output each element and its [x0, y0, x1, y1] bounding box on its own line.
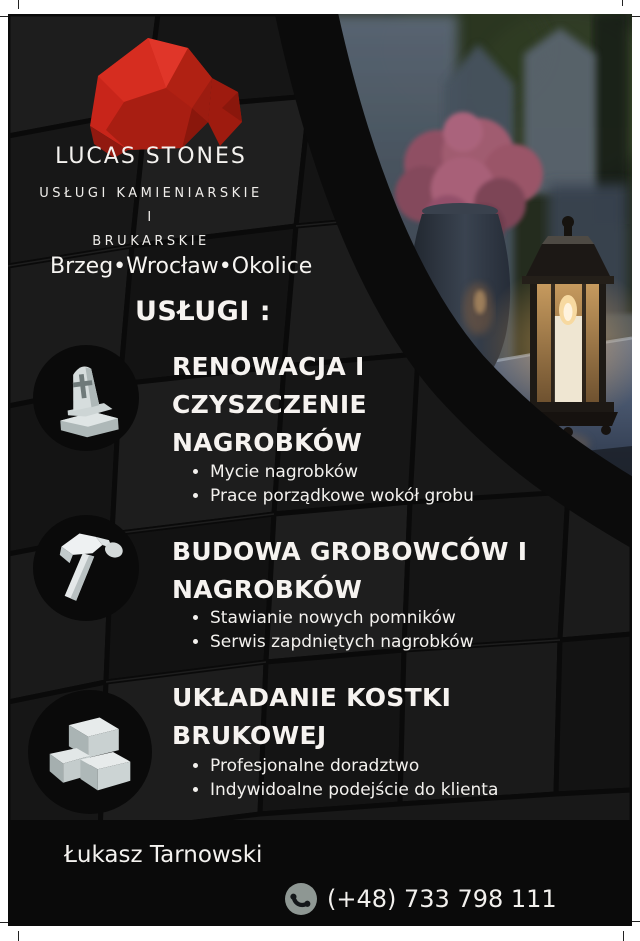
crop-mark	[623, 931, 624, 941]
service-title: RENOWACJA I CZYSZCZENIE NAGROBKÓW	[172, 352, 367, 457]
bullet-item: • Mycie nagrobków	[210, 460, 474, 484]
service-bullets	[194, 754, 498, 802]
phone-number: (+48) 733 798 111	[327, 885, 557, 913]
tagline-line: BRUKARSKIE	[92, 234, 210, 249]
service-bullets	[194, 606, 474, 654]
crop-mark	[622, 0, 623, 6]
crop-mark	[18, 931, 19, 941]
brand-tagline	[24, 182, 278, 254]
crop-mark	[631, 16, 640, 17]
bullet-item: • Prace porządkowe wokół grobu	[210, 484, 474, 508]
tagline-line: I	[147, 210, 155, 225]
service-area: Brzeg•Wrocław•Okolice	[50, 254, 313, 279]
service-title: UKŁADANIE KOSTKI BRUKOWEJ	[172, 683, 452, 750]
hammer-icon	[45, 527, 127, 609]
services-heading: USŁUGI :	[135, 296, 272, 327]
crop-mark	[18, 0, 19, 9]
brand-name: LUCAS STONES	[55, 144, 247, 169]
red-stone-gem	[70, 30, 246, 160]
flyer-canvas	[8, 14, 632, 926]
phone-icon	[284, 882, 318, 916]
bullet-item: • Indywidoalne podejście do klienta	[210, 778, 498, 802]
bullet-item: • Stawianie nowych pomników	[210, 606, 474, 630]
bullet-item: • Profesjonalne doradztwo	[210, 754, 498, 778]
service-icon-badge	[33, 345, 139, 451]
service-title: BUDOWA GROBOWCÓW I NAGROBKÓW	[172, 537, 528, 604]
owner-name: Łukasz Tarnowski	[64, 842, 263, 868]
tagline-line: USŁUGI KAMIENIARSKIE	[39, 186, 263, 201]
service-icon-badge	[28, 690, 152, 814]
crop-mark	[632, 921, 640, 922]
tombstone-icon	[46, 358, 126, 438]
footer-bar	[8, 820, 632, 926]
phone-row	[284, 882, 557, 916]
service-bullets	[194, 460, 474, 508]
bullet-item: • Serwis zapdniętych nagrobków	[210, 630, 474, 654]
paving-stones-icon	[42, 704, 138, 800]
service-icon-badge	[33, 515, 139, 621]
